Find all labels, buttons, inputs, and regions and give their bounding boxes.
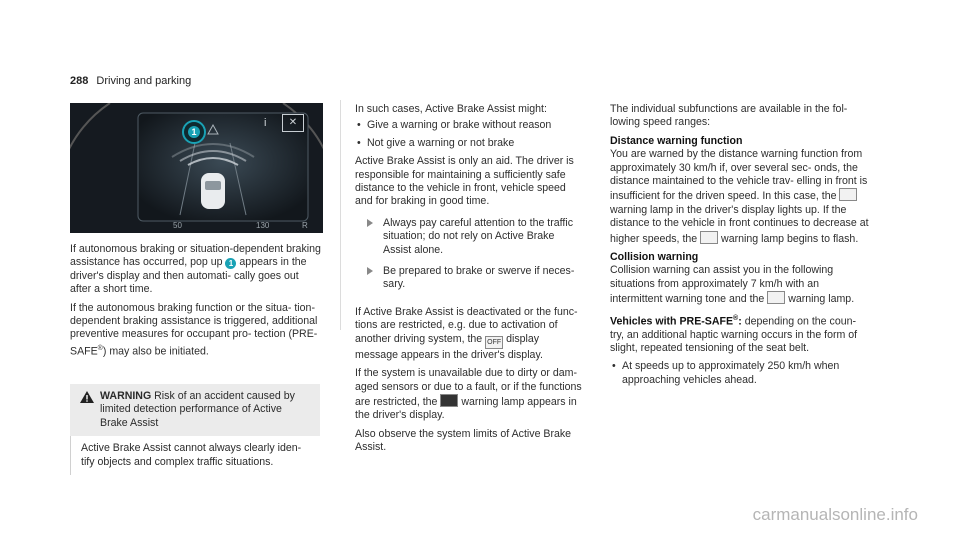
distance-warning-lamp-icon <box>700 231 718 244</box>
text-span: If autonomous braking or situation-dependent braking assistance has occurred, pop up <box>70 243 321 269</box>
paragraph-aid: Active Brake Assist is only an aid. The driver is responsible for maintaining a sufficiently safe distance to the vehicle in front, vehicle speed and for braking in good time. <box>355 155 574 208</box>
text-span: If the system is unavailable due to dirty or dam- aged sensors or due to a fault, or if the functions are restricted, the <box>355 367 582 408</box>
text-span: display message appears in the driver's display. <box>355 332 543 361</box>
gauge-label-130: 130 <box>256 221 270 230</box>
tip-text: Always pay careful attention to the traffic situation; do not rely on Active Brake Assist alone. <box>383 216 574 256</box>
text-span: If the autonomous braking function or the situa- tion-dependent braking assistance is triggered, additional preventive measures for occupant pro- tection (PRE-SAFE <box>70 301 318 358</box>
callout-1-badge: 1 <box>188 126 200 138</box>
list-item: • Give a warning or brake without reason <box>355 119 583 132</box>
brake-assist-fault-icon <box>440 394 458 407</box>
gauge-label-50: 50 <box>173 221 182 230</box>
registered-mark: ® <box>733 314 739 322</box>
warning-header <box>70 384 320 436</box>
column-divider <box>340 100 341 330</box>
list-item: • Not give a warning or not brake <box>355 137 583 150</box>
warning-text: Risk of an accident caused by limited detection performance of Active Brake Assist <box>100 390 295 429</box>
page-number: 288 <box>70 75 89 87</box>
column-1 <box>70 243 322 364</box>
column-2 <box>355 103 583 460</box>
list-item: • At speeds up to approximately 250 km/h when approaching vehicles ahead. <box>610 360 872 387</box>
brake-assist-off-icon: OFF <box>485 336 503 349</box>
warning-body: Active Brake Assist cannot always clearly iden- tify objects and complex traffic situations. <box>70 436 320 475</box>
intro-text: In such cases, Active Brake Assist might: <box>355 103 547 115</box>
text-span: ) may also be initiated. <box>102 345 209 358</box>
distance-warning-lamp-icon <box>767 291 785 304</box>
warning-label: WARNING <box>100 390 152 402</box>
paragraph-unavailable <box>355 367 583 423</box>
colon: : <box>738 315 742 328</box>
subheading-pre-safe: Vehicles with PRE-SAFE <box>610 315 734 328</box>
intro-text: The individual subfunctions are available in the fol- lowing speed ranges: <box>610 103 848 129</box>
text-span: warning lamp. <box>785 293 855 306</box>
text-span: You are warned by the distance warning function from approximately 30 km/h if, over several sec- onds, the distance maintained to the vehicle trav- elling in front is insufficient for the driven speed. In this case, the <box>610 148 868 203</box>
callout-1-ring <box>182 120 206 144</box>
arrow-icon <box>367 267 373 275</box>
paragraph-distance-warning <box>610 148 872 246</box>
gear-indicator: R <box>302 221 308 230</box>
text-span: Collision warning can assist you in the following situations from approximately 7 km/h with an intermittent warning tone and the <box>610 264 834 306</box>
text-span: appears in the driver's display and then automati- cally goes out after a short time. <box>70 256 307 296</box>
column-3 <box>610 103 872 392</box>
paragraph-pre-safe <box>70 302 322 359</box>
bullet-list <box>610 360 872 387</box>
text-span: warning lamp appears in the driver's display. <box>355 395 577 422</box>
tip-text: Be prepared to brake or swerve if neces- sary. <box>383 265 575 291</box>
paragraph-pre-safe-vehicles <box>610 312 872 356</box>
paragraph-observe: Also observe the system limits of Active Brake Assist. <box>355 427 572 454</box>
distance-warning-lamp-icon <box>839 188 857 201</box>
text-span: If Active Brake Assist is deactivated or the func- tions are restricted, e.g. due to activation of another driving system, the <box>355 305 578 345</box>
warning-box <box>70 384 320 468</box>
driver-display-figure <box>70 103 323 233</box>
watermark: carmanualsonline.info <box>752 505 918 524</box>
paragraph-popup <box>70 243 322 297</box>
paragraph-collision-warning <box>610 264 872 306</box>
info-icon: i <box>264 117 267 129</box>
text-span: warning lamp in the driver's display lights up. If the distance to the vehicle in front continues to decrease at higher speeds, the <box>610 203 869 245</box>
arrow-icon <box>367 219 373 227</box>
tip-2 <box>367 265 583 292</box>
section-title: Driving and parking <box>96 75 192 87</box>
registered-mark: ® <box>97 344 103 352</box>
subheading-collision-warning: Collision warning <box>610 251 699 264</box>
page-header <box>70 75 191 87</box>
callout-1-inline: 1 <box>225 258 236 269</box>
close-icon: ✕ <box>282 114 304 132</box>
text-span: depending on the coun- try, an additional haptic warning occurs in the form of slight, repeated tensioning of the seat belt. <box>610 315 858 355</box>
subheading-distance-warning: Distance warning function <box>610 134 743 147</box>
text-span: warning lamp begins to flash. <box>718 232 859 245</box>
bullet-list <box>355 119 583 150</box>
paragraph-deactivated <box>355 306 583 362</box>
warning-triangle-icon <box>80 391 94 403</box>
tip-1 <box>367 217 583 257</box>
